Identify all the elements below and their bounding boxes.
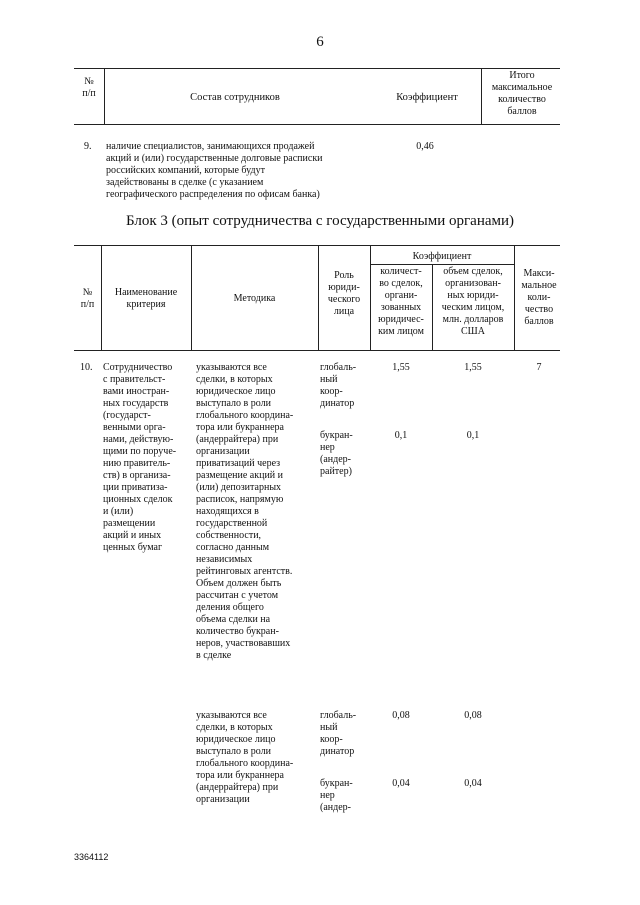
table2-row10-method-1: указываются все сделки, в которых юридическое лицо выступало в роли глобального координа- тора или букраннера (андеррайтера) при организации приватизаций через размещение акций и (или) депозитарных расписок, напрямую находящихся в государственной собственности, согласно данным независимых рейтинговых агентств. Объем должен быть рассчитан с учетом деления общего объема сделки на количество букран- неров, участвовавших в сделке <box>196 362 294 661</box>
table2-row10-criterion: Сотрудничество с правительст- вами иностран- ных государств (государст- венными орга- нами, действую- щими по поруче- нию правитель- ств) в организа- ции приватиза- ционных сделок и (или) размещении акций и иных ценных бумаг <box>103 362 177 553</box>
table2-header-coefficient-group: Коэффициент <box>412 251 472 262</box>
table2-row10-volume2-bookrunner: 0,04 <box>464 778 482 789</box>
table2-row10-count-global-coordinator: 1,55 <box>392 362 410 373</box>
table2-row10-volume-bookrunner: 0,1 <box>466 430 480 441</box>
table1-row-coefficient: 0,46 <box>416 141 434 152</box>
table2-header-max: Макси- мальное коли- чество баллов <box>521 268 557 327</box>
table2-row10-num: 10. <box>80 362 93 373</box>
table2-row10-volume2-global-coordinator: 0,08 <box>464 710 482 721</box>
table2-header-num: № п/п <box>80 287 95 310</box>
table2-header-coef-count: количест- во сделок, органи- зованных юридичес- ким лицом <box>378 266 424 337</box>
table1-row-text: наличие специалистов, занимающихся продажей акций и (или) государственные долговые расписки российских компаний, которые будут задействованы в сделке (с указанием географического распределения по офисам банка) <box>106 141 323 200</box>
table2-header-method: Методика <box>233 293 276 304</box>
table2-header-criterion: Наименование критерия <box>114 287 178 310</box>
table2-row10-max: 7 <box>536 362 542 373</box>
page-number: 6 <box>316 34 324 50</box>
table1-header-coefficient: Коэффициент <box>396 92 458 103</box>
table2-row10-role-bookrunner: букран- нер (андер- райтер) <box>320 430 353 477</box>
table2-row10-count2-bookrunner: 0,04 <box>392 778 410 789</box>
table1-header-total: Итого максимальное количество баллов <box>491 70 553 117</box>
block-title: Блок 3 (опыт сотрудничества с государственными органами) <box>125 213 515 229</box>
table2-row10-count2-global-coordinator: 0,08 <box>392 710 410 721</box>
table1-row-num: 9. <box>84 141 92 152</box>
table2-header-role: Роль юриди- ческого лица <box>327 270 361 317</box>
table2-row10-role2-global-coordinator: глобаль- ный коор- динатор <box>320 710 357 757</box>
footer-document-code: 3364112 <box>74 852 109 862</box>
table2-row10-count-bookrunner: 0,1 <box>394 430 408 441</box>
table2-row10-method-2: указываются все сделки, в которых юридическое лицо выступало в роли глобального координа- тора или букраннера (андеррайтера) при организации <box>196 710 294 805</box>
table2-row10-role2-bookrunner: букран- нер (андер- <box>320 778 353 813</box>
table2-row10-role-global-coordinator: глобаль- ный коор- динатор <box>320 362 357 409</box>
table2-header-coef-volume: объем сделок, организован- ных юриди- ческим лицом, млн. долларов США <box>441 266 505 337</box>
table2-row10-volume-global-coordinator: 1,55 <box>464 362 482 373</box>
table1-header-composition: Состав сотрудников <box>190 92 280 103</box>
table1-header-num: № п/п <box>82 76 96 99</box>
